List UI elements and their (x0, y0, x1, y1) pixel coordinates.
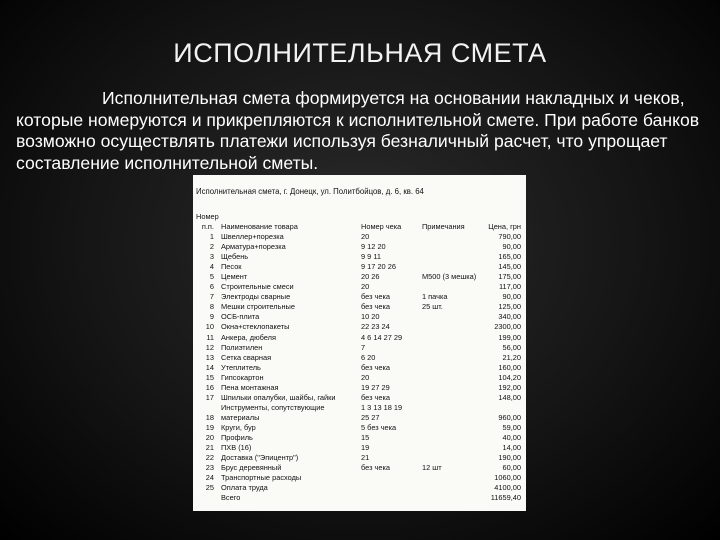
cell-price: 192,00 (498, 382, 521, 392)
slide-paragraph: Исполнительная смета формируется на основании накладных и чеков, которые номеруются и прикрепляются к исполнительной смете. При работе банков возможно осуществлять платежи используя безналичный расчет, что упрощает составление исполнительной сметы. (16, 88, 700, 173)
table-row (193, 483, 526, 493)
cell-num: 20 (205, 433, 214, 442)
cell-check: 25 27 (361, 412, 380, 422)
cell-name: Круги, бур (221, 422, 256, 432)
table-row (193, 312, 526, 322)
table-row (193, 443, 526, 453)
cell-price: 104,20 (498, 372, 521, 382)
table-row (193, 262, 526, 272)
cell-check: без чека (361, 292, 391, 302)
cell-name: Сетка сварная (221, 352, 272, 362)
table-row (193, 463, 526, 473)
cell-price: 175,00 (498, 272, 521, 282)
cell-num: 22 (205, 453, 214, 463)
cell-num: 17 (205, 392, 214, 402)
cell-num: 6 (209, 282, 214, 292)
table-row (193, 363, 526, 373)
cell-name: Окна+стеклопакеты (221, 322, 290, 332)
cell-check: 10 20 (361, 312, 380, 322)
cell-check: 5 без чека (361, 422, 397, 432)
table-row (193, 403, 526, 413)
table-row (193, 292, 526, 302)
cell-num: 10 (205, 322, 214, 332)
cell-name: Щебень (221, 252, 249, 262)
cell-check: без чека (361, 362, 391, 372)
table-row (193, 433, 526, 443)
cell-price: 1060,00 (494, 473, 521, 483)
cell-num: 12 (205, 342, 214, 352)
slide-title: ИСПОЛНИТЕЛЬНАЯ СМЕТА (173, 38, 547, 68)
table-row (193, 242, 526, 252)
cell-check: 19 27 29 (361, 382, 390, 392)
cell-price: 145,00 (498, 262, 521, 272)
cell-note: 25 шт. (422, 302, 443, 312)
table-row (193, 232, 526, 242)
cell-name: Арматура+порезка (221, 242, 286, 252)
cell-name: Брус деревянный (221, 463, 282, 473)
table-row (193, 493, 526, 503)
cell-price: 21,20 (502, 352, 521, 362)
cell-name: Инструменты, сопутствующие (221, 402, 325, 412)
cell-name: Доставка ("Эпицентр") (221, 453, 299, 463)
cell-check: 7 (361, 342, 366, 352)
table-row (193, 272, 526, 282)
cell-check: 4 6 14 27 29 (361, 332, 403, 342)
table-row (193, 353, 526, 363)
cell-check: 1 3 13 18 19 (361, 402, 403, 412)
table-row (193, 322, 526, 332)
cell-check: 9 17 20 26 (361, 262, 396, 272)
table-row (193, 333, 526, 343)
cell-num: 3 (209, 252, 214, 262)
table-row (193, 302, 526, 312)
header-check: Номер чека (361, 222, 402, 231)
cell-name: материалы (221, 412, 260, 422)
cell-num: 5 (209, 272, 214, 282)
cell-num: 21 (205, 443, 214, 453)
cell-num: 1 (209, 232, 214, 241)
cell-name: Транспортные расходы (221, 473, 302, 483)
cell-num: 18 (205, 412, 214, 422)
header-note: Примечания (422, 222, 465, 231)
cell-price: 199,00 (498, 332, 521, 342)
cell-check: 9 12 20 (361, 242, 386, 252)
cell-price: 60,00 (502, 463, 521, 473)
table-row (193, 393, 526, 403)
cell-price: 160,00 (498, 362, 521, 372)
cell-num: 9 (209, 312, 214, 322)
header-name: Наименование товара (221, 222, 298, 231)
cell-check: 20 (361, 232, 370, 241)
cell-price: 59,00 (502, 422, 521, 432)
cell-num: 13 (205, 352, 214, 362)
cell-num: 4 (209, 262, 214, 272)
cell-num: 2 (209, 242, 214, 252)
cell-name: Анкера, дюбеля (221, 332, 276, 342)
cell-check: 20 (361, 282, 370, 292)
cell-price: 90,00 (502, 292, 521, 302)
cell-price: 790,00 (498, 232, 521, 241)
cell-price: 40,00 (502, 433, 521, 442)
cell-num: 19 (205, 422, 214, 432)
table-row (193, 282, 526, 292)
cell-num: 7 (209, 292, 214, 302)
cell-num: 11 (206, 332, 214, 342)
cell-price: 14,00 (502, 443, 521, 453)
cell-name: Всего (221, 493, 241, 503)
sheet-title: Исполнительная смета, г. Донецк, ул. Политбойцов, д. 6, кв. 64 (196, 187, 424, 196)
cell-name: Утеплитель (221, 362, 261, 372)
cell-check: 21 (361, 453, 370, 463)
table-row (193, 383, 526, 393)
table-row (193, 413, 526, 423)
cell-price: 117,00 (498, 282, 521, 292)
cell-price: 190,00 (498, 453, 521, 463)
estimate-sheet-image (193, 175, 526, 511)
cell-num: 16 (205, 382, 214, 392)
cell-name: Швеллер+порезка (221, 232, 284, 241)
cell-price: 90,00 (502, 242, 521, 252)
cell-check: без чека (361, 392, 391, 402)
cell-name: Цемент (221, 272, 248, 282)
cell-name: Шпильки опалубки, шайбы, гайки (221, 392, 336, 402)
table-row (193, 343, 526, 353)
table-row (193, 252, 526, 262)
cell-check: без чека (361, 302, 391, 312)
cell-num: 23 (205, 463, 214, 473)
cell-price: 11659,40 (490, 493, 521, 503)
cell-name: Песок (221, 262, 242, 272)
cell-num: 8 (209, 302, 214, 312)
cell-check: 22 23 24 (361, 322, 390, 332)
table-row (193, 423, 526, 433)
table-row (193, 473, 526, 483)
cell-note: 12 шт (422, 463, 442, 473)
cell-name: Строительные смеси (221, 282, 294, 292)
cell-check: 19 (361, 443, 370, 453)
cell-price: 125,00 (498, 302, 521, 312)
table-row (193, 453, 526, 463)
cell-check: 15 (361, 433, 370, 442)
cell-check: 6 20 (361, 352, 376, 362)
cell-check: без чека (361, 463, 391, 473)
cell-price: 165,00 (498, 252, 521, 262)
cell-num: 25 (205, 483, 214, 493)
cell-name: Профиль (221, 433, 253, 442)
cell-check: 9 9 11 (361, 252, 381, 262)
cell-name: Полиэтилен (221, 342, 263, 352)
cell-name: ПХВ (16) (221, 443, 252, 453)
header-num-top: Номер (196, 212, 219, 221)
cell-price: 960,00 (498, 412, 521, 422)
cell-name: ОСБ-плита (221, 312, 260, 322)
cell-price: 2300,00 (494, 322, 521, 332)
cell-price: 148,00 (498, 392, 521, 402)
cell-name: Пена монтажная (221, 382, 279, 392)
cell-name: Оплата труда (221, 483, 268, 493)
header-num: п.п. (201, 222, 214, 231)
cell-note: М500 (3 мешка) (422, 272, 477, 282)
header-price: Цена, грн (488, 222, 521, 231)
cell-name: Гипсокартон (221, 372, 264, 382)
table-header-row (193, 222, 526, 232)
cell-num: 24 (205, 473, 214, 483)
cell-price: 56,00 (502, 342, 521, 352)
cell-check: 20 (361, 372, 370, 382)
cell-note: 1 пачка (422, 292, 448, 302)
cell-name: Электроды сварные (221, 292, 291, 302)
table-row (193, 373, 526, 383)
cell-num: 15 (205, 372, 214, 382)
cell-num: 14 (205, 362, 214, 372)
cell-check: 20 26 (361, 272, 380, 282)
cell-price: 340,00 (498, 312, 521, 322)
cell-price: 4100,00 (494, 483, 521, 493)
cell-name: Мешки строительные (221, 302, 295, 312)
